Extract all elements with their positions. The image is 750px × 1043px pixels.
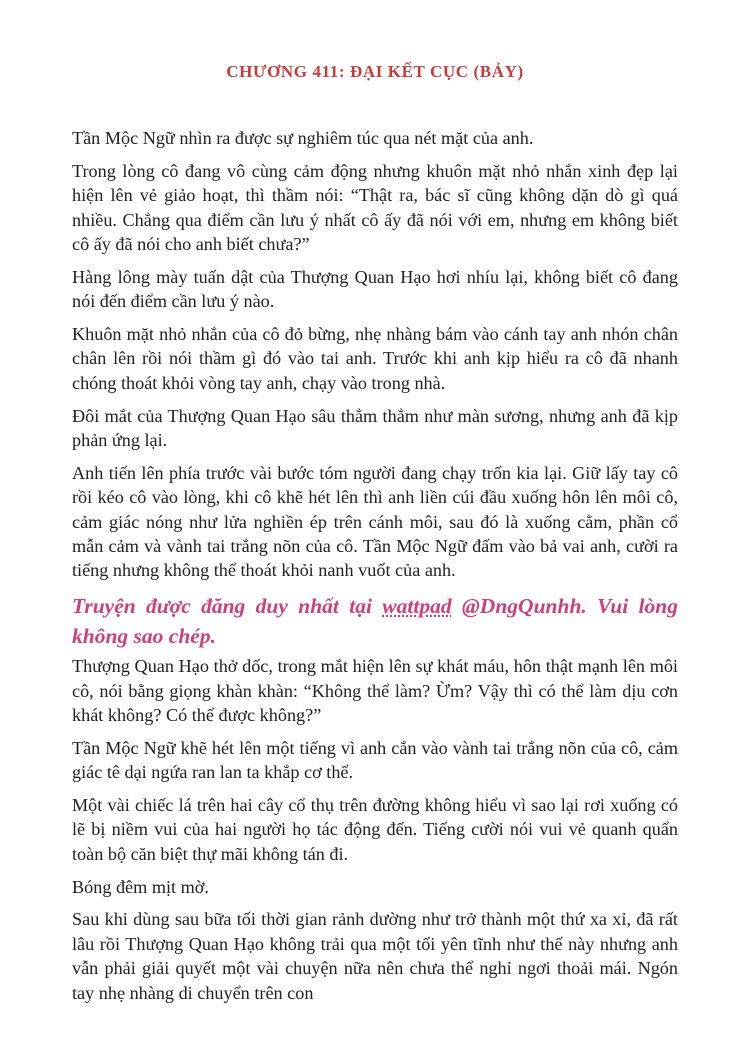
wattpad-link[interactable]: wattpad (382, 594, 452, 619)
paragraph: Khuôn mặt nhỏ nhắn của cô đỏ bừng, nhẹ nhàng bám vào cánh tay anh nhón chân chân lên rồi nói thầm gì đó vào tai anh. Trước khi anh kịp hiểu ra cô đã nhanh chóng thoát khỏi vòng tay anh, chạy vào trong nhà. (72, 324, 678, 393)
paragraph: Anh tiến lên phía trước vài bước tóm người đang chạy trốn kia lại. Giữ lấy tay cô rồi kéo cô vào lòng, khi cô khẽ hét lên thì anh liền cúi đầu xuống hôn lên môi cô, cảm giác nóng như lửa nghiền ép trên cánh môi, sau đó là xuống cằm, phần cổ mẫn cảm và vành tai trắng nõn của cô. Tần Mộc Ngữ đấm vào bả vai anh, cười ra tiếng nhưng không thể thoát khỏi nanh vuốt của anh. (72, 462, 678, 581)
paragraph: Trong lòng cô đang vô cùng cảm động nhưng khuôn mặt nhỏ nhắn xinh đẹp lại hiện lên vẻ giảo hoạt, thì thầm nói: “Thật ra, bác sĩ cũng không dặn dò gì quá nhiều. Chẳng qua điểm cần lưu ý nhất cô ấy đã nói với em, nhưng em không biết cô ấy đã nói cho anh biết chưa?” (72, 160, 678, 255)
paragraph: Một vài chiếc lá trên hai cây cổ thụ trên đường không hiểu vì sao lại rơi xuống có lẽ bị niềm vui của hai người họ tác động đến. Tiếng cười nói vui vẻ quanh quẩn toàn bộ căn biệt thự mãi không tán đi. (72, 795, 678, 864)
paragraph: Đôi mắt của Thượng Quan Hạo sâu thẳm thẳm như màn sương, nhưng anh đã kịp phản ứng lại. (72, 405, 678, 451)
paragraph: Bóng đêm mịt mờ. (72, 876, 209, 897)
story-text (72, 126, 678, 1013)
notice-text-before: Truyện được đăng duy nhất tại (72, 594, 383, 619)
chapter-title: CHƯƠNG 411: ĐẠI KẾT CỤC (BẢY) (226, 62, 524, 81)
paragraph: Thượng Quan Hạo thở dốc, trong mắt hiện lên sự khát máu, hôn thật mạnh lên môi cô, nói bằng giọng khàn khàn: “Không thể làm? Ừm? Vậy thì có thể làm dịu cơn khát không? Có thể được không?” (72, 656, 678, 726)
copyright-notice (72, 591, 678, 651)
paragraph: Tần Mộc Ngữ khẽ hét lên một tiếng vì anh cắn vào vành tai trắng nõn của cô, cảm giác tê dại ngứa ran lan ta khắp cơ thể. (72, 737, 678, 783)
notice-text-after: @DngQunhh. Vui lòng không sao chép. (72, 594, 678, 649)
paragraph: Hàng lông mày tuấn dật của Thượng Quan Hạo hơi nhíu lại, không biết cô đang nói đến điểm cần lưu ý nào. (72, 266, 678, 312)
paragraph: Sau khi dùng sau bữa tối thời gian rảnh dường như trở thành một thứ xa xỉ, đã rất lâu rồi Thượng Quan Hạo không trải qua một tối yên tĩnh như thế này nhưng anh vẫn phải giải quyết một vài chuyện nữa nên chưa thể nghỉ ngơi thoải mái. Ngón tay nhẹ nhàng di chuyển trên con (72, 909, 678, 1003)
paragraph: Tần Mộc Ngữ nhìn ra được sự nghiêm túc qua nét mặt của anh. (72, 128, 534, 148)
